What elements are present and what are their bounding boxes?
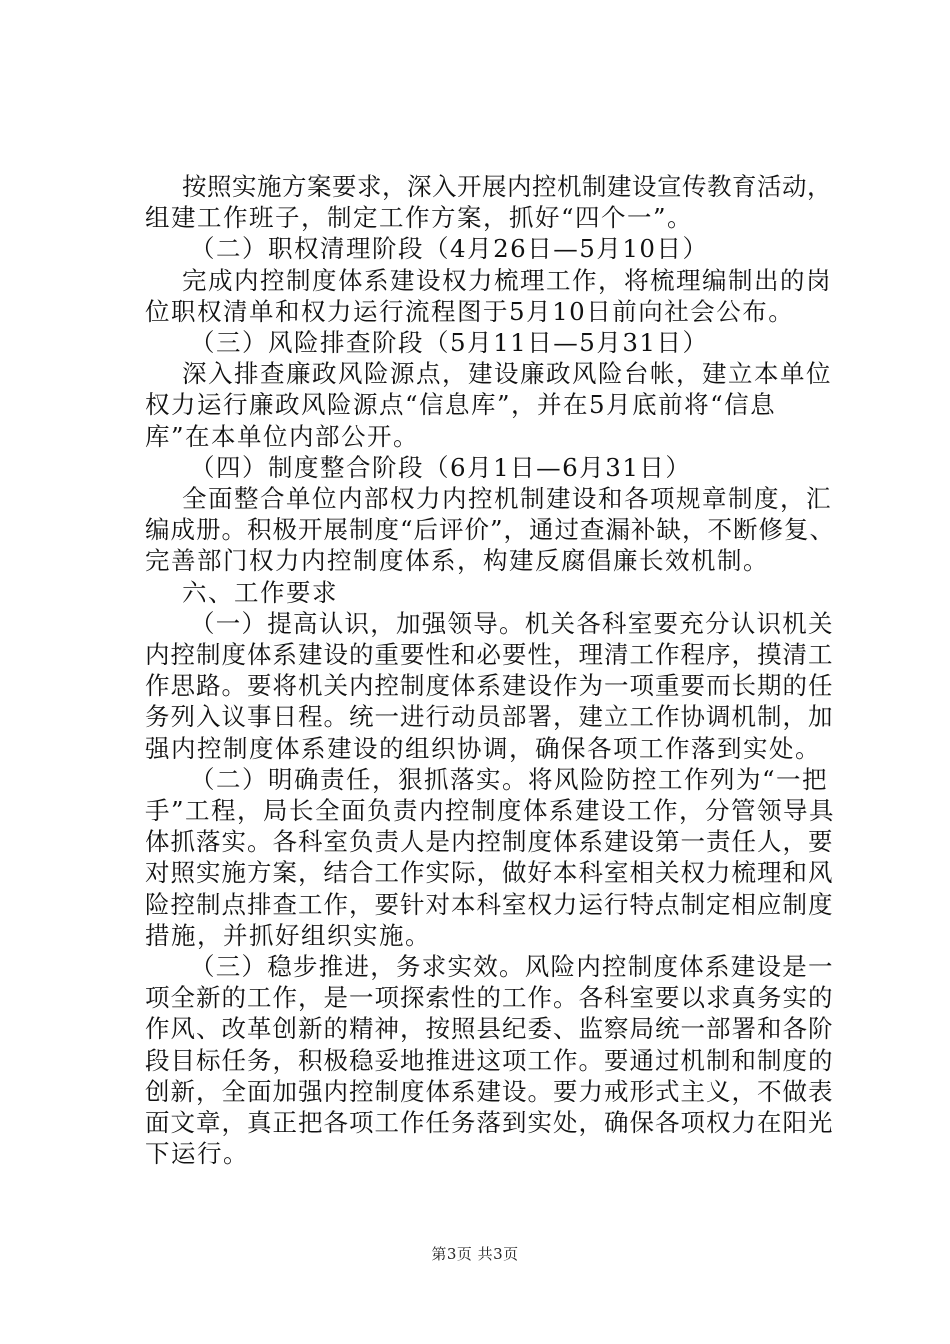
text-line: 项全新的工作，是一项探索性的工作。各科室要以求真务实的: [145, 983, 834, 1013]
text-line: 措施，并抓好组织实施。: [145, 920, 431, 950]
text-line: 作风、改革创新的精神，按照县纪委、监察局统一部署和各阶: [145, 1014, 834, 1044]
text-line: 内控制度体系建设的重要性和必要性，理清工作程序，摸清工: [145, 640, 834, 669]
text-line: 完善部门权力内控制度体系，构建反腐倡廉长效机制。: [145, 546, 769, 576]
text-line: （三）稳步推进，务求实效。风险内控制度体系建设是一: [190, 952, 834, 981]
text-line: 下运行。: [145, 1139, 249, 1169]
text-line: 务列入议事日程。统一进行动员部署，建立工作协调机制，加: [145, 702, 834, 732]
text-line: 位职权清单和权力运行流程图于5月10日前向社会公布。: [145, 296, 795, 326]
section-heading: （四）制度整合阶段（6月1日—6月31日）: [190, 452, 692, 482]
section-heading: （二）职权清理阶段（4月26日—5月10日）: [190, 234, 709, 264]
text-line: 按照实施方案要求，深入开展内控机制建设宣传教育活动，: [182, 172, 832, 201]
text-line: 权力运行廉政风险源点“信息库”，并在5月底前将“信息: [145, 390, 777, 420]
text-line: 完成内控制度体系建设权力梳理工作，将梳理编制出的岗: [182, 265, 832, 295]
text-line: （一）提高认识，加强领导。机关各科室要充分认识机关: [190, 608, 834, 638]
page-footer: 第3页 共3页: [431, 1245, 519, 1263]
text-line: 库”在本单位内部公开。: [145, 421, 420, 451]
text-line: 作思路。要将机关内控制度体系建设作为一项重要而长期的任: [145, 671, 834, 701]
section-heading: 六、工作要求: [182, 577, 338, 607]
text-line: 全面整合单位内部权力内控机制建设和各项规章制度，汇: [182, 484, 832, 513]
text-line: 编成册。积极开展制度“后评价”，通过查漏补缺，不断修复、: [145, 515, 836, 545]
text-line: 对照实施方案，结合工作实际，做好本科室相关权力梳理和风: [145, 858, 834, 888]
text-line: 深入排查廉政风险源点，建设廉政风险台帐，建立本单位: [182, 359, 832, 389]
text-line: 段目标任务，积极稳妥地推进这项工作。要通过机制和制度的: [145, 1045, 834, 1075]
text-line: 强内控制度体系建设的组织协调，确保各项工作落到实处。: [145, 733, 821, 763]
text-line: 险控制点排查工作，要针对本科室权力运行特点制定相应制度: [145, 889, 834, 919]
text-line: 组建工作班子，制定工作方案，抓好“四个一”。: [145, 203, 694, 233]
text-line: 创新，全面加强内控制度体系建设。要力戒形式主义，不做表: [145, 1076, 834, 1106]
section-heading: （三）风险排查阶段（5月11日—5月31日）: [190, 328, 709, 357]
text-line: 面文章，真正把各项工作任务落到实处，确保各项权力在阳光: [145, 1108, 834, 1137]
text-line: 手”工程，局长全面负责内控制度体系建设工作，分管领导具: [145, 796, 836, 825]
text-line: 体抓落实。各科室负责人是内控制度体系建设第一责任人，要: [145, 827, 834, 857]
text-line: （二）明确责任，狠抓落实。将风险防控工作列为“一把: [190, 764, 829, 794]
